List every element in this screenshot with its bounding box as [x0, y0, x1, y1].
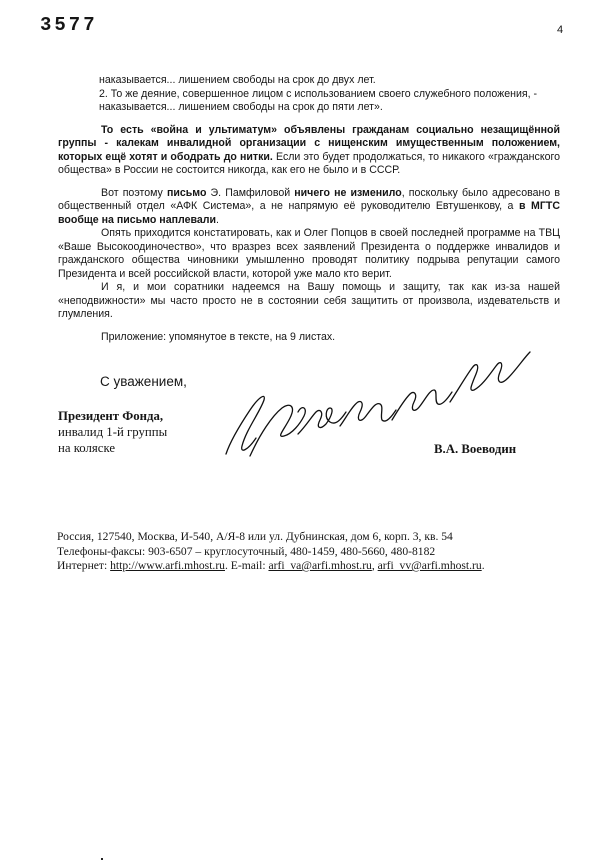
- paragraph-help: И я, и мои соратники надеемся на Вашу помощь и защиту, так как из-за нашей «неподвижности» мы часто просто не в состоянии себя защитить от произвола, издевательств и глумления.: [58, 281, 560, 320]
- scan-speck: [101, 858, 103, 860]
- paragraph-text: Если это будет продолжаться, то никакого «гражданского общества» в России не состоится никогда, как его не было и в СССР.: [58, 150, 560, 176]
- attachment-note: Приложение: упомянутое в тексте, на 9 листах.: [101, 330, 336, 343]
- paragraph-bold-text: То есть «война и ультиматум» объявлены гражданам социально незащищённой группы - калекам инвалидной организации с нищенским имущественным положением, которых ещё хотят и ободрать до нитки.: [58, 123, 560, 163]
- text-span: Э. Памфиловой: [206, 186, 295, 199]
- bold-span: письмо: [166, 186, 207, 199]
- quote-line-2: 2. То же деяние, совершенное лицом с использованием своего служебного положения, -: [99, 87, 538, 100]
- footer-phones: Телефоны-факсы: 903-6507 – круглосуточный, 480-1459, 480-5660, 480-8182: [57, 544, 436, 558]
- email-link-1[interactable]: arfi_va@arfi.mhost.ru: [268, 559, 372, 572]
- signer-title: [58, 408, 167, 456]
- text-span: Вот поэтому: [101, 186, 167, 199]
- document-number: 3577: [40, 14, 98, 36]
- paragraph-letter: [58, 187, 560, 228]
- page-number: 4: [557, 24, 564, 36]
- footer-contacts: [57, 530, 485, 574]
- text-span: .: [215, 213, 219, 226]
- internet-label: Интернет:: [57, 559, 111, 572]
- quote-line-3: наказывается... лишением свободы на срок до пяти лет».: [99, 101, 383, 113]
- footer-internet: [57, 559, 485, 574]
- greeting: С уважением,: [100, 374, 187, 389]
- paragraph-war-ultimatum: [58, 124, 560, 178]
- footer-end-punctuation: .: [481, 559, 485, 572]
- bold-span: ничего не изменило: [294, 186, 402, 199]
- separator: ,: [371, 559, 378, 572]
- signer-title-line-3: на коляске: [58, 441, 116, 455]
- signer-name: В.А. Воеводин: [434, 442, 517, 456]
- email-label: . E-mail:: [224, 559, 269, 572]
- footer-address: Россия, 127540, Москва, И-540, А/Я-8 или ул. Дубнинская, дом 6, корп. 3, кв. 54: [57, 530, 453, 543]
- paragraph-poptsov: Опять приходится констатировать, как и Олег Попцов в своей последней программе на ТВЦ «Ваше Высокоодиночество», что вразрез всех заявлений Президента о поддержке инвалидов и гражданского общества чиновники умышленно проводят политику подрыва репутации самого Президента и всей российской власти, которой уже мало кто верит.: [58, 227, 560, 280]
- bold-span: в МГТС вообще на письмо наплевали: [58, 200, 560, 226]
- letter-body: [58, 74, 560, 344]
- email-link-2[interactable]: arfi_vv@arfi.mhost.ru: [377, 559, 482, 572]
- website-link[interactable]: http://www.arfi.mhost.ru: [110, 559, 225, 572]
- signer-title-line-2: инвалид 1-й группы: [58, 425, 168, 439]
- quote-line-1: наказывается... лишением свободы на срок до двух лет.: [99, 74, 376, 86]
- signer-title-line-1: Президент Фонда,: [58, 409, 164, 423]
- text-span: , поскольку было адресовано в общественный отдел «АФК Система», а не напрямую её руководителю Евтушенкову, а: [58, 186, 560, 212]
